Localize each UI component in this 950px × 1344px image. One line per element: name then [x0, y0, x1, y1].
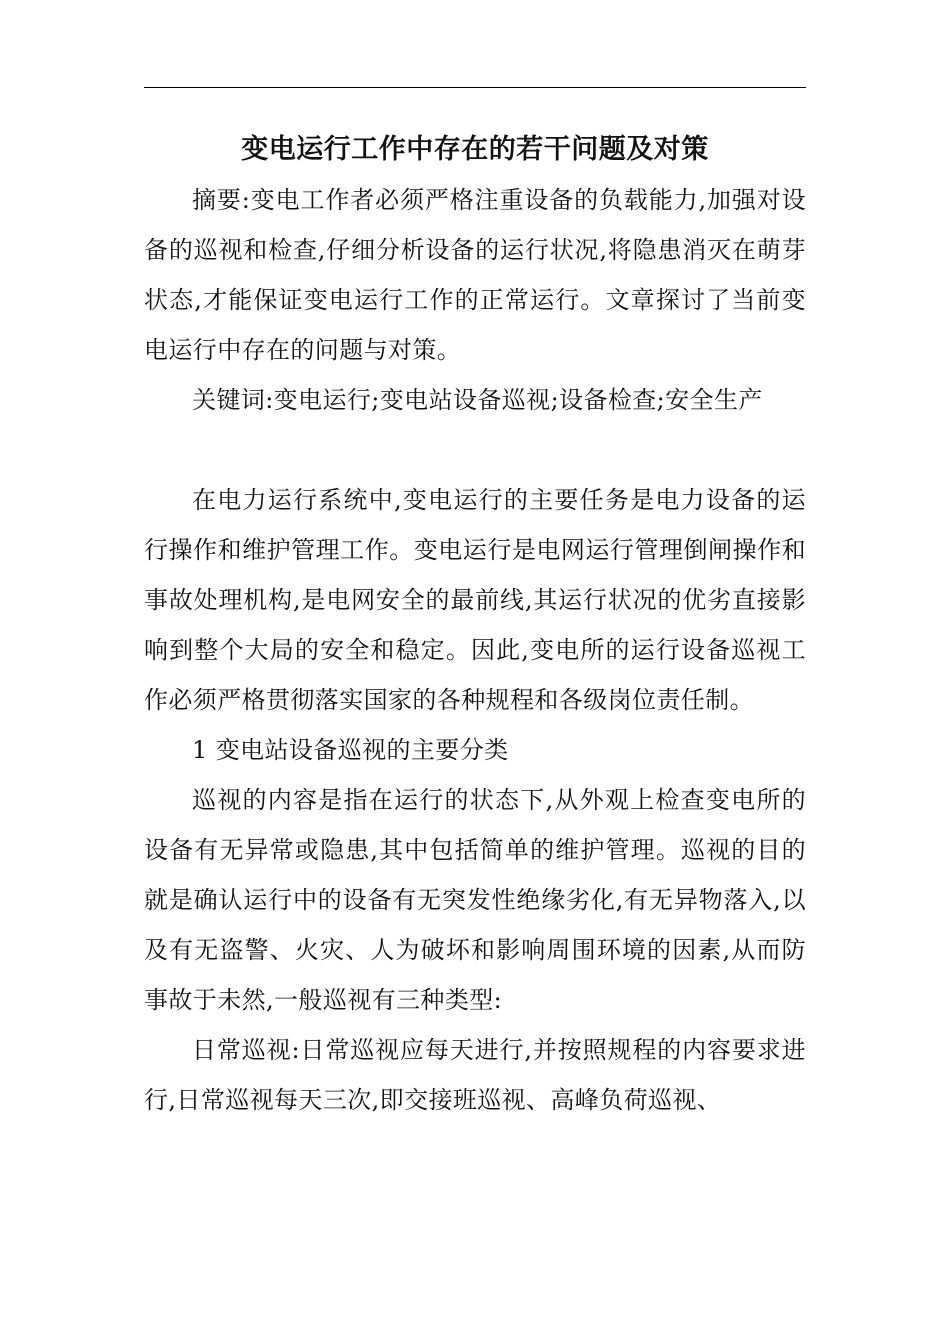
abstract-paragraph: 摘要:变电工作者必须严格注重设备的负载能力,加强对设备的巡视和检查,仔细分析设备的运行状况,将隐患消灭在萌芽状态,才能保证变电运行工作的正常运行。文章探讨了当前变电运行中存在的问题与对策。: [144, 186, 806, 364]
blank-line: [144, 425, 806, 475]
section-heading: 1 变电站设备巡视的主要分类: [192, 736, 509, 764]
intro-paragraph: 在电力运行系统中,变电运行的主要任务是电力设备的运行操作和维护管理工作。变电运行是电网运行管理倒闸操作和事故处理机构,是电网安全的最前线,其运行状况的优劣直接影响到整个大局的安全和稳定。因此,变电所的运行设备巡视工作必须严格贯彻落实国家的各种规程和各级岗位责任制。: [144, 486, 806, 714]
keywords-paragraph: 关键词:变电运行;变电站设备巡视;设备检查;安全生产: [192, 386, 763, 414]
document-body: [144, 125, 806, 1125]
inspection-paragraph: 巡视的内容是指在运行的状态下,从外观上检查变电所的设备有无异常或隐患,其中包括简单的维护管理。巡视的目的就是确认运行中的设备有无突发性绝缘劣化,有无异物落入,以及有无盗警、火灾、人为破坏和影响周围环境的因素,从而防事故于未然,一般巡视有三种类型:: [144, 786, 806, 1014]
document-title: 变电运行工作中存在的若干问题及对策: [241, 134, 709, 165]
daily-inspection-paragraph: 日常巡视:日常巡视应每天进行,并按照规程的内容要求进行,日常巡视每天三次,即交接班巡视、高峰负荷巡视、: [144, 1036, 806, 1114]
header-rule: [144, 87, 806, 88]
